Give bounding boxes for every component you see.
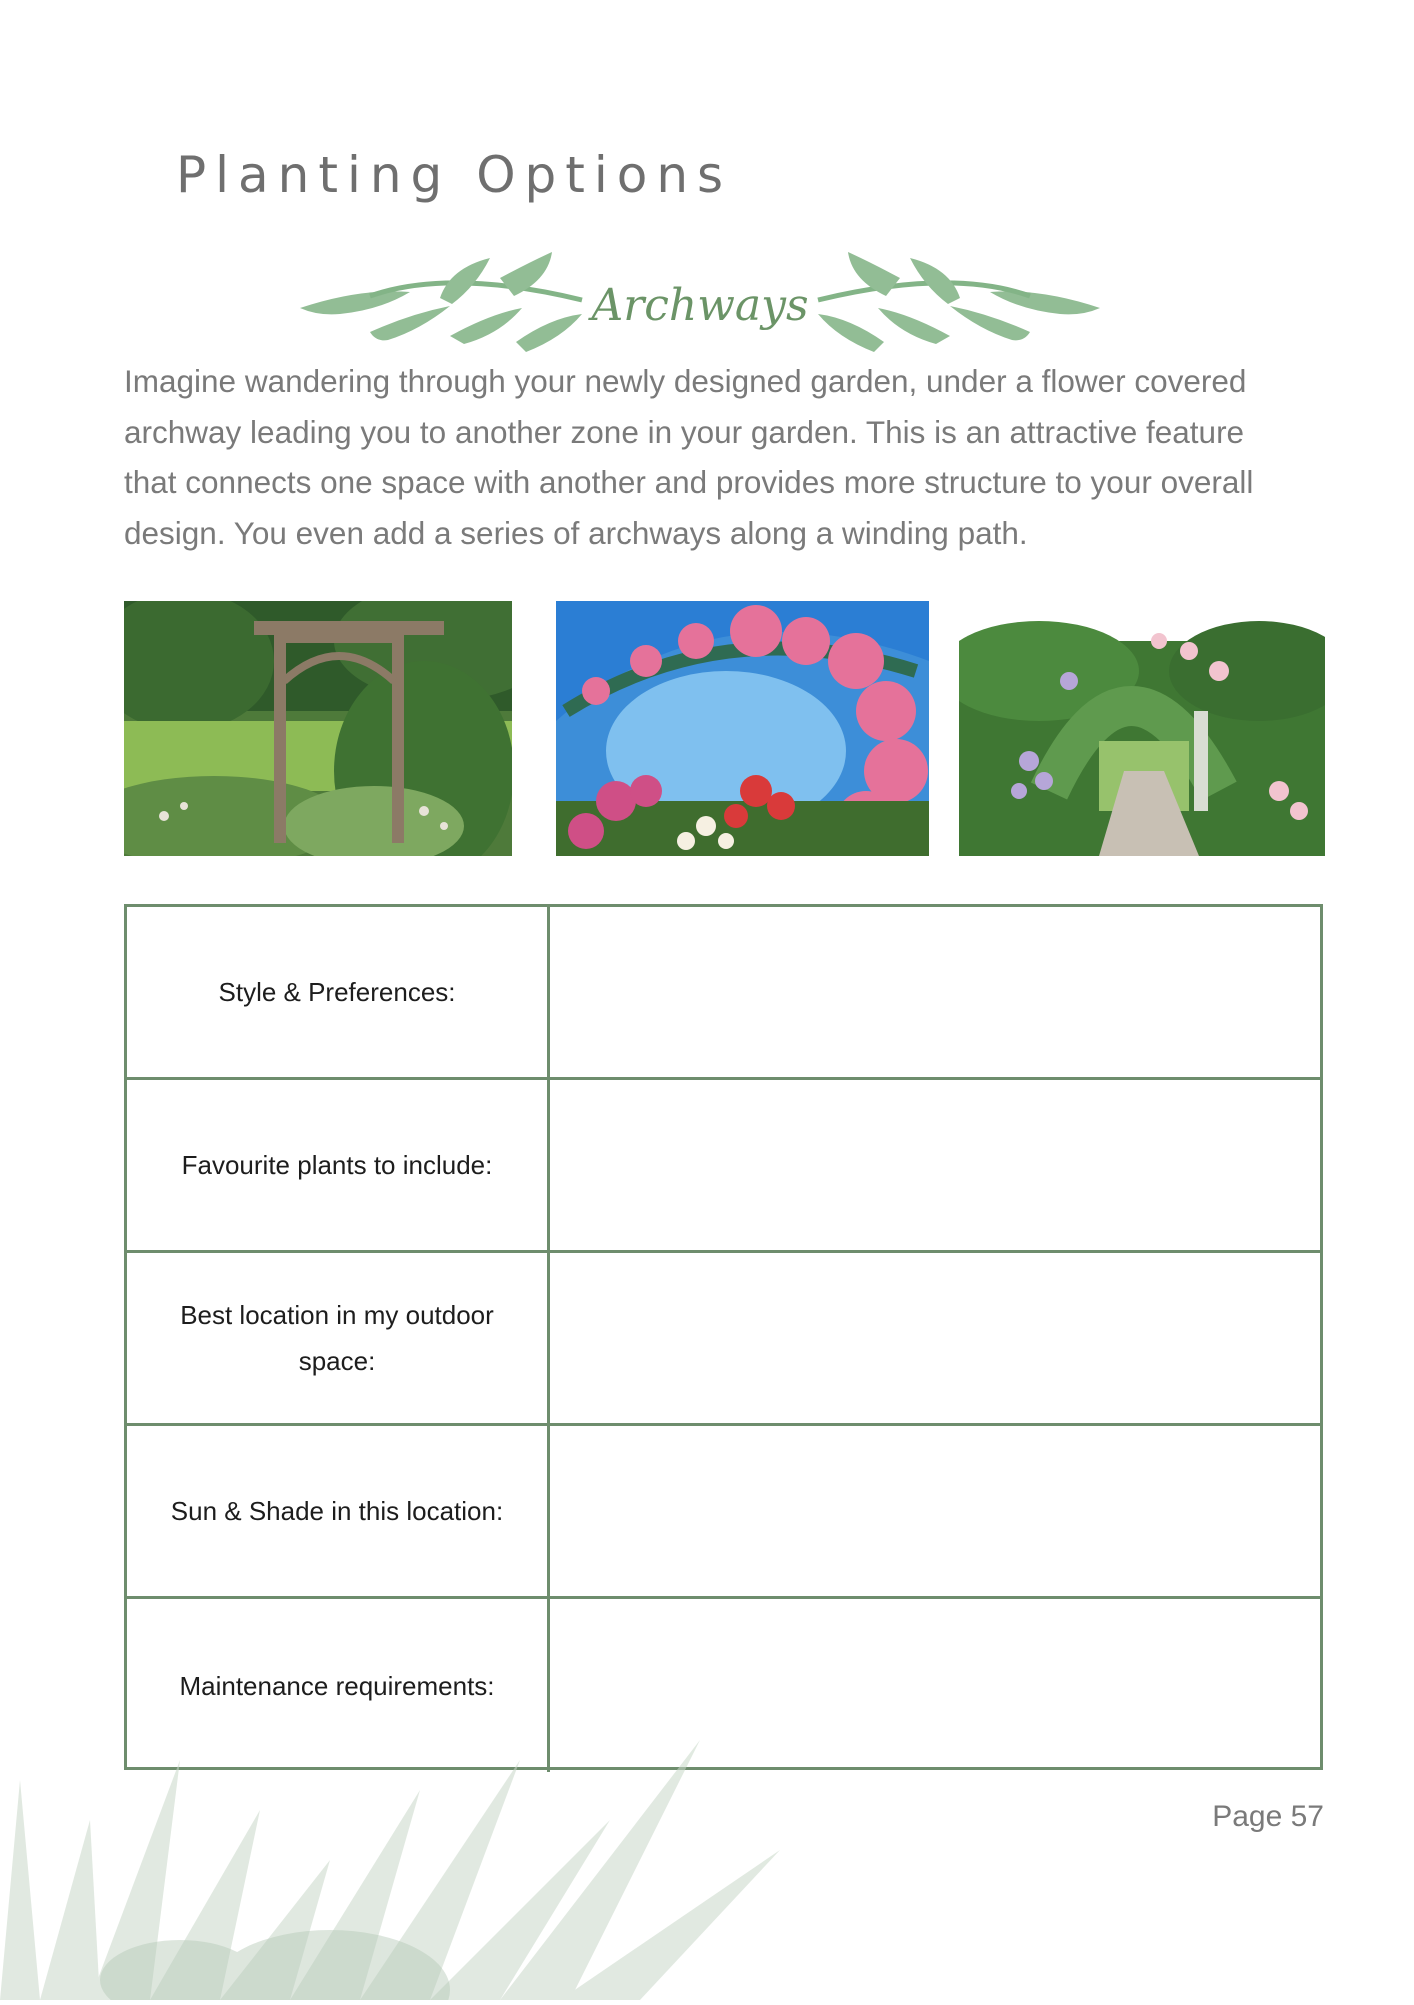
form-field-sun-shade[interactable] (550, 1426, 1320, 1596)
form-label: Favourite plants to include: (127, 1080, 550, 1250)
photo-wooden-pergola (124, 601, 512, 856)
page-title: Planting Options (176, 146, 733, 204)
form-field-favourite-plants[interactable] (550, 1080, 1320, 1250)
form-field-best-location[interactable] (550, 1253, 1320, 1423)
form-row-best-location (127, 1253, 1320, 1426)
intro-paragraph: Imagine wandering through your newly designed garden, under a flower covered archway leading you to another zone in your garden. This is an attractive feature that connects one space with another and provides more structure to your overall design. You even add a series of archways along a winding path. (124, 363, 1254, 551)
form-label: Sun & Shade in this location: (127, 1426, 550, 1596)
photo-rose-arch (556, 601, 929, 856)
form-row-style (127, 907, 1320, 1080)
photo-flower-arch-path (959, 601, 1325, 856)
form-field-style[interactable] (550, 907, 1320, 1077)
form-row-favourite-plants (127, 1080, 1320, 1253)
form-label: Maintenance requirements: (127, 1599, 550, 1772)
form-row-sun-shade (127, 1426, 1320, 1599)
form-label: Style & Preferences: (127, 907, 550, 1077)
section-title: Archways (591, 280, 809, 331)
palm-leaves-decoration (0, 1700, 820, 2005)
form-label: Best location in my outdoor space: (127, 1253, 550, 1423)
page-number: Page 57 (1212, 1800, 1324, 1833)
palm-leaf-icon (0, 1700, 820, 2000)
planning-form-table (124, 904, 1323, 1770)
